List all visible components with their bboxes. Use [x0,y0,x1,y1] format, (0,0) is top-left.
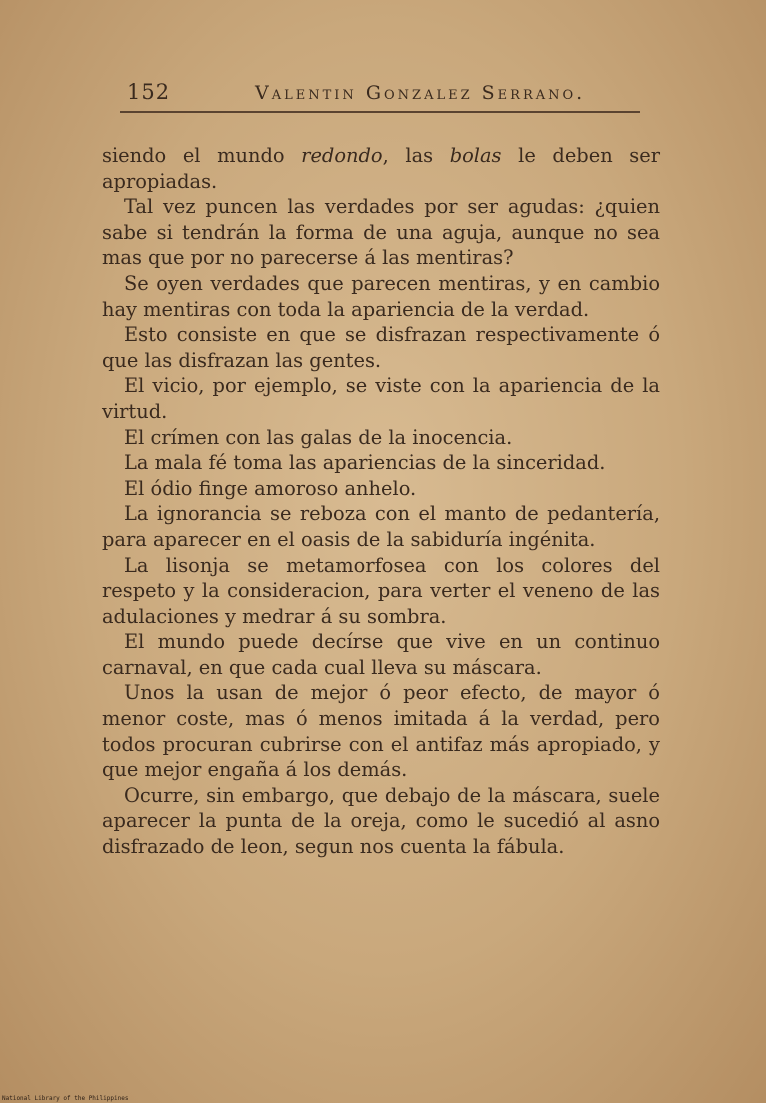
italic-word: bolas [449,144,502,167]
paragraph: El mundo puede decírse que vive en un continuo carnaval, en que cada cual lleva su máscara. [102,630,660,679]
header-rule [120,111,640,113]
paragraph: La mala fé toma las apariencias de la sinceridad. [124,451,606,475]
paragraph: El crímen con las galas de la inocencia. [124,425,513,449]
page-header [0,80,766,116]
paragraph: Tal vez puncen las verdades por ser agudas: ¿quien sabe si tendrán la forma de una aguja, aunque no sea mas que por no parecerse á las mentiras? [102,195,660,270]
paragraph: Se oyen verdades que parecen mentiras, y en cambio hay mentiras con toda la apariencia de la verdad. [102,271,660,321]
italic-word: redondo [301,144,383,167]
paragraph: Esto consiste en que se disfrazan respectivamente ó que las disfrazan las gentes. [102,323,660,372]
paragraph: El vicio, por ejemplo, se viste con la apariencia de la virtud. [102,374,660,423]
paragraph: Ocurre, sin embargo, que debajo de la máscara, suele aparecer la punta de la oreja, como le sucedió al asno disfrazado de leon, segun nos cuenta la fábula. [102,783,660,859]
paragraph: Unos la usan de mejor ó peor efecto, de mayor ó menor coste, mas ó menos imitada á la verdad, pero todos procuran cubrirse con el antifaz más apropiado, y que mejor engaña á los demás. [102,681,660,782]
body-text [102,143,660,860]
page-number: 152 [127,80,171,104]
library-attribution: National Library of the Philippines [2,1095,129,1102]
paragraph: siendo el mundo redondo, las bolas le deben ser apropiadas. [102,144,660,193]
paragraph: El ódio finge amoroso anhelo. [124,476,417,500]
paragraph: La ignorancia se reboza con el manto de pedantería, para aparecer en el oasis de la sabiduría ingénita. [102,502,660,551]
running-title: Valentin Gonzalez Serrano. [255,82,586,104]
paragraph: La lisonja se metamorfosea con los colores del respeto y la consideracion, para verter el veneno de las adulaciones y medrar á su sombra. [102,553,660,628]
